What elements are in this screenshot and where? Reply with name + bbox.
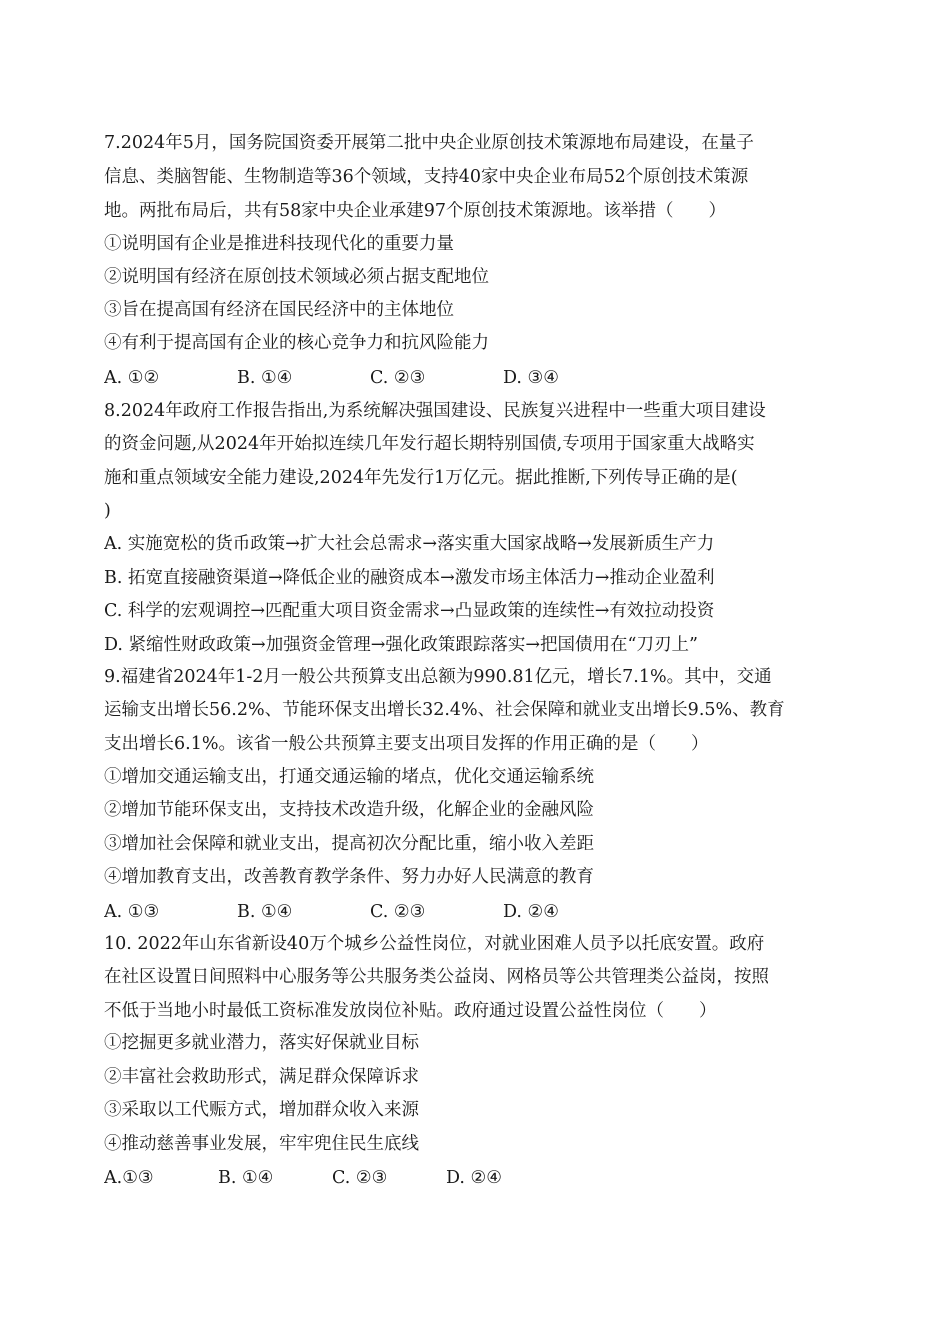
option-a: A.①③: [104, 1168, 154, 1188]
question-10-stem-line: 在社区设置日间照料中心服务等公共服务类公益岗、网格员等公共管理类公益岗，按照: [104, 967, 769, 987]
option-b: B. ①④: [237, 368, 293, 388]
question-7-options: [104, 366, 849, 392]
question-9-stem-line: 9.福建省2024年1-2月一般公共预算支出总额为990.81亿元，增长7.1%。其中，交通: [104, 667, 772, 687]
question-10-options: [104, 1166, 849, 1192]
question-7-item-4: ④有利于提高国有企业的核心竞争力和抗风险能力: [104, 333, 489, 353]
question-8-option-a: A. 实施宽松的货币政策→扩大社会总需求→落实重大国家战略→发展新质生产力: [104, 534, 715, 554]
question-8-stem-line: 8.2024年政府工作报告指出,为系统解决强国建设、民族复兴进程中一些重大项目建设: [104, 401, 766, 421]
option-c: C. ②③: [332, 1168, 388, 1188]
question-10-item-1: ①挖掘更多就业潜力，落实好保就业目标: [104, 1033, 419, 1053]
question-9-item-4: ④增加教育支出，改善教育教学条件、努力办好人民满意的教育: [104, 867, 594, 887]
option-c: C. ②③: [370, 902, 426, 922]
option-a: A. ①②: [104, 368, 160, 388]
option-c: C. ②③: [370, 368, 426, 388]
question-9-stem-line: 运输支出增长56.2%、节能环保支出增长32.4%、社会保障和就业支出增长9.5%、教育: [104, 700, 785, 720]
option-d: D. ②④: [503, 902, 559, 922]
question-8-stem-line: ): [104, 501, 111, 521]
option-a: A. ①③: [104, 902, 160, 922]
question-9-item-2: ②增加节能环保支出，支持技术改造升级，化解企业的金融风险: [104, 800, 594, 820]
question-8-option-d: D. 紧缩性财政政策→加强资金管理→强化政策跟踪落实→把国债用在“刀刃上”: [104, 635, 698, 655]
option-b: B. ①④: [237, 902, 293, 922]
question-7-item-3: ③旨在提高国有经济在国民经济中的主体地位: [104, 300, 454, 320]
question-10-stem-line: 不低于当地小时最低工资标准发放岗位补贴。政府通过设置公益性岗位（ ）: [104, 1001, 717, 1021]
question-8-stem-line: 的资金问题,从2024年开始拟连续几年发行超长期特别国债,专项用于国家重大战略实: [104, 434, 755, 454]
question-7-stem-line: 7.2024年5月，国务院国资委开展第二批中央企业原创技术策源地布局建设，在量子: [104, 133, 754, 153]
question-7-stem-line: 信息、类脑智能、生物制造等36个领域，支持40家中央企业布局52个原创技术策源: [104, 167, 749, 187]
question-7-stem-line: 地。两批布局后，共有58家中央企业承建97个原创技术策源地。该举措（ ）: [104, 201, 727, 221]
question-10-item-3: ③采取以工代赈方式，增加群众收入来源: [104, 1100, 419, 1120]
question-8-option-b: B. 拓宽直接融资渠道→降低企业的融资成本→激发市场主体活力→推动企业盈利: [104, 568, 715, 588]
question-9-item-3: ③增加社会保障和就业支出，提高初次分配比重，缩小收入差距: [104, 834, 594, 854]
question-10-item-2: ②丰富社会救助形式，满足群众保障诉求: [104, 1067, 419, 1087]
question-9-options: [104, 900, 849, 926]
question-8-stem-line: 施和重点领域安全能力建设,2024年先发行1万亿元。据此推断,下列传导正确的是(: [104, 468, 738, 488]
question-7-item-1: ①说明国有企业是推进科技现代化的重要力量: [104, 234, 454, 254]
question-10-item-4: ④推动慈善事业发展，牢牢兜住民生底线: [104, 1134, 419, 1154]
option-d: D. ③④: [503, 368, 559, 388]
question-8-option-c: C. 科学的宏观调控→匹配重大项目资金需求→凸显政策的连续性→有效拉动投资: [104, 601, 715, 621]
question-9-item-1: ①增加交通运输支出，打通交通运输的堵点，优化交通运输系统: [104, 767, 594, 787]
question-9-stem-line: 支出增长6.1%。该省一般公共预算主要支出项目发挥的作用正确的是（ ）: [104, 734, 709, 754]
question-7-item-2: ②说明国有经济在原创技术领域必须占据支配地位: [104, 267, 489, 287]
option-b: B. ①④: [218, 1168, 274, 1188]
question-10-stem-line: 10. 2022年山东省新设40万个城乡公益性岗位，对就业困难人员予以托底安置。政府: [104, 934, 765, 954]
option-d: D. ②④: [446, 1168, 502, 1188]
